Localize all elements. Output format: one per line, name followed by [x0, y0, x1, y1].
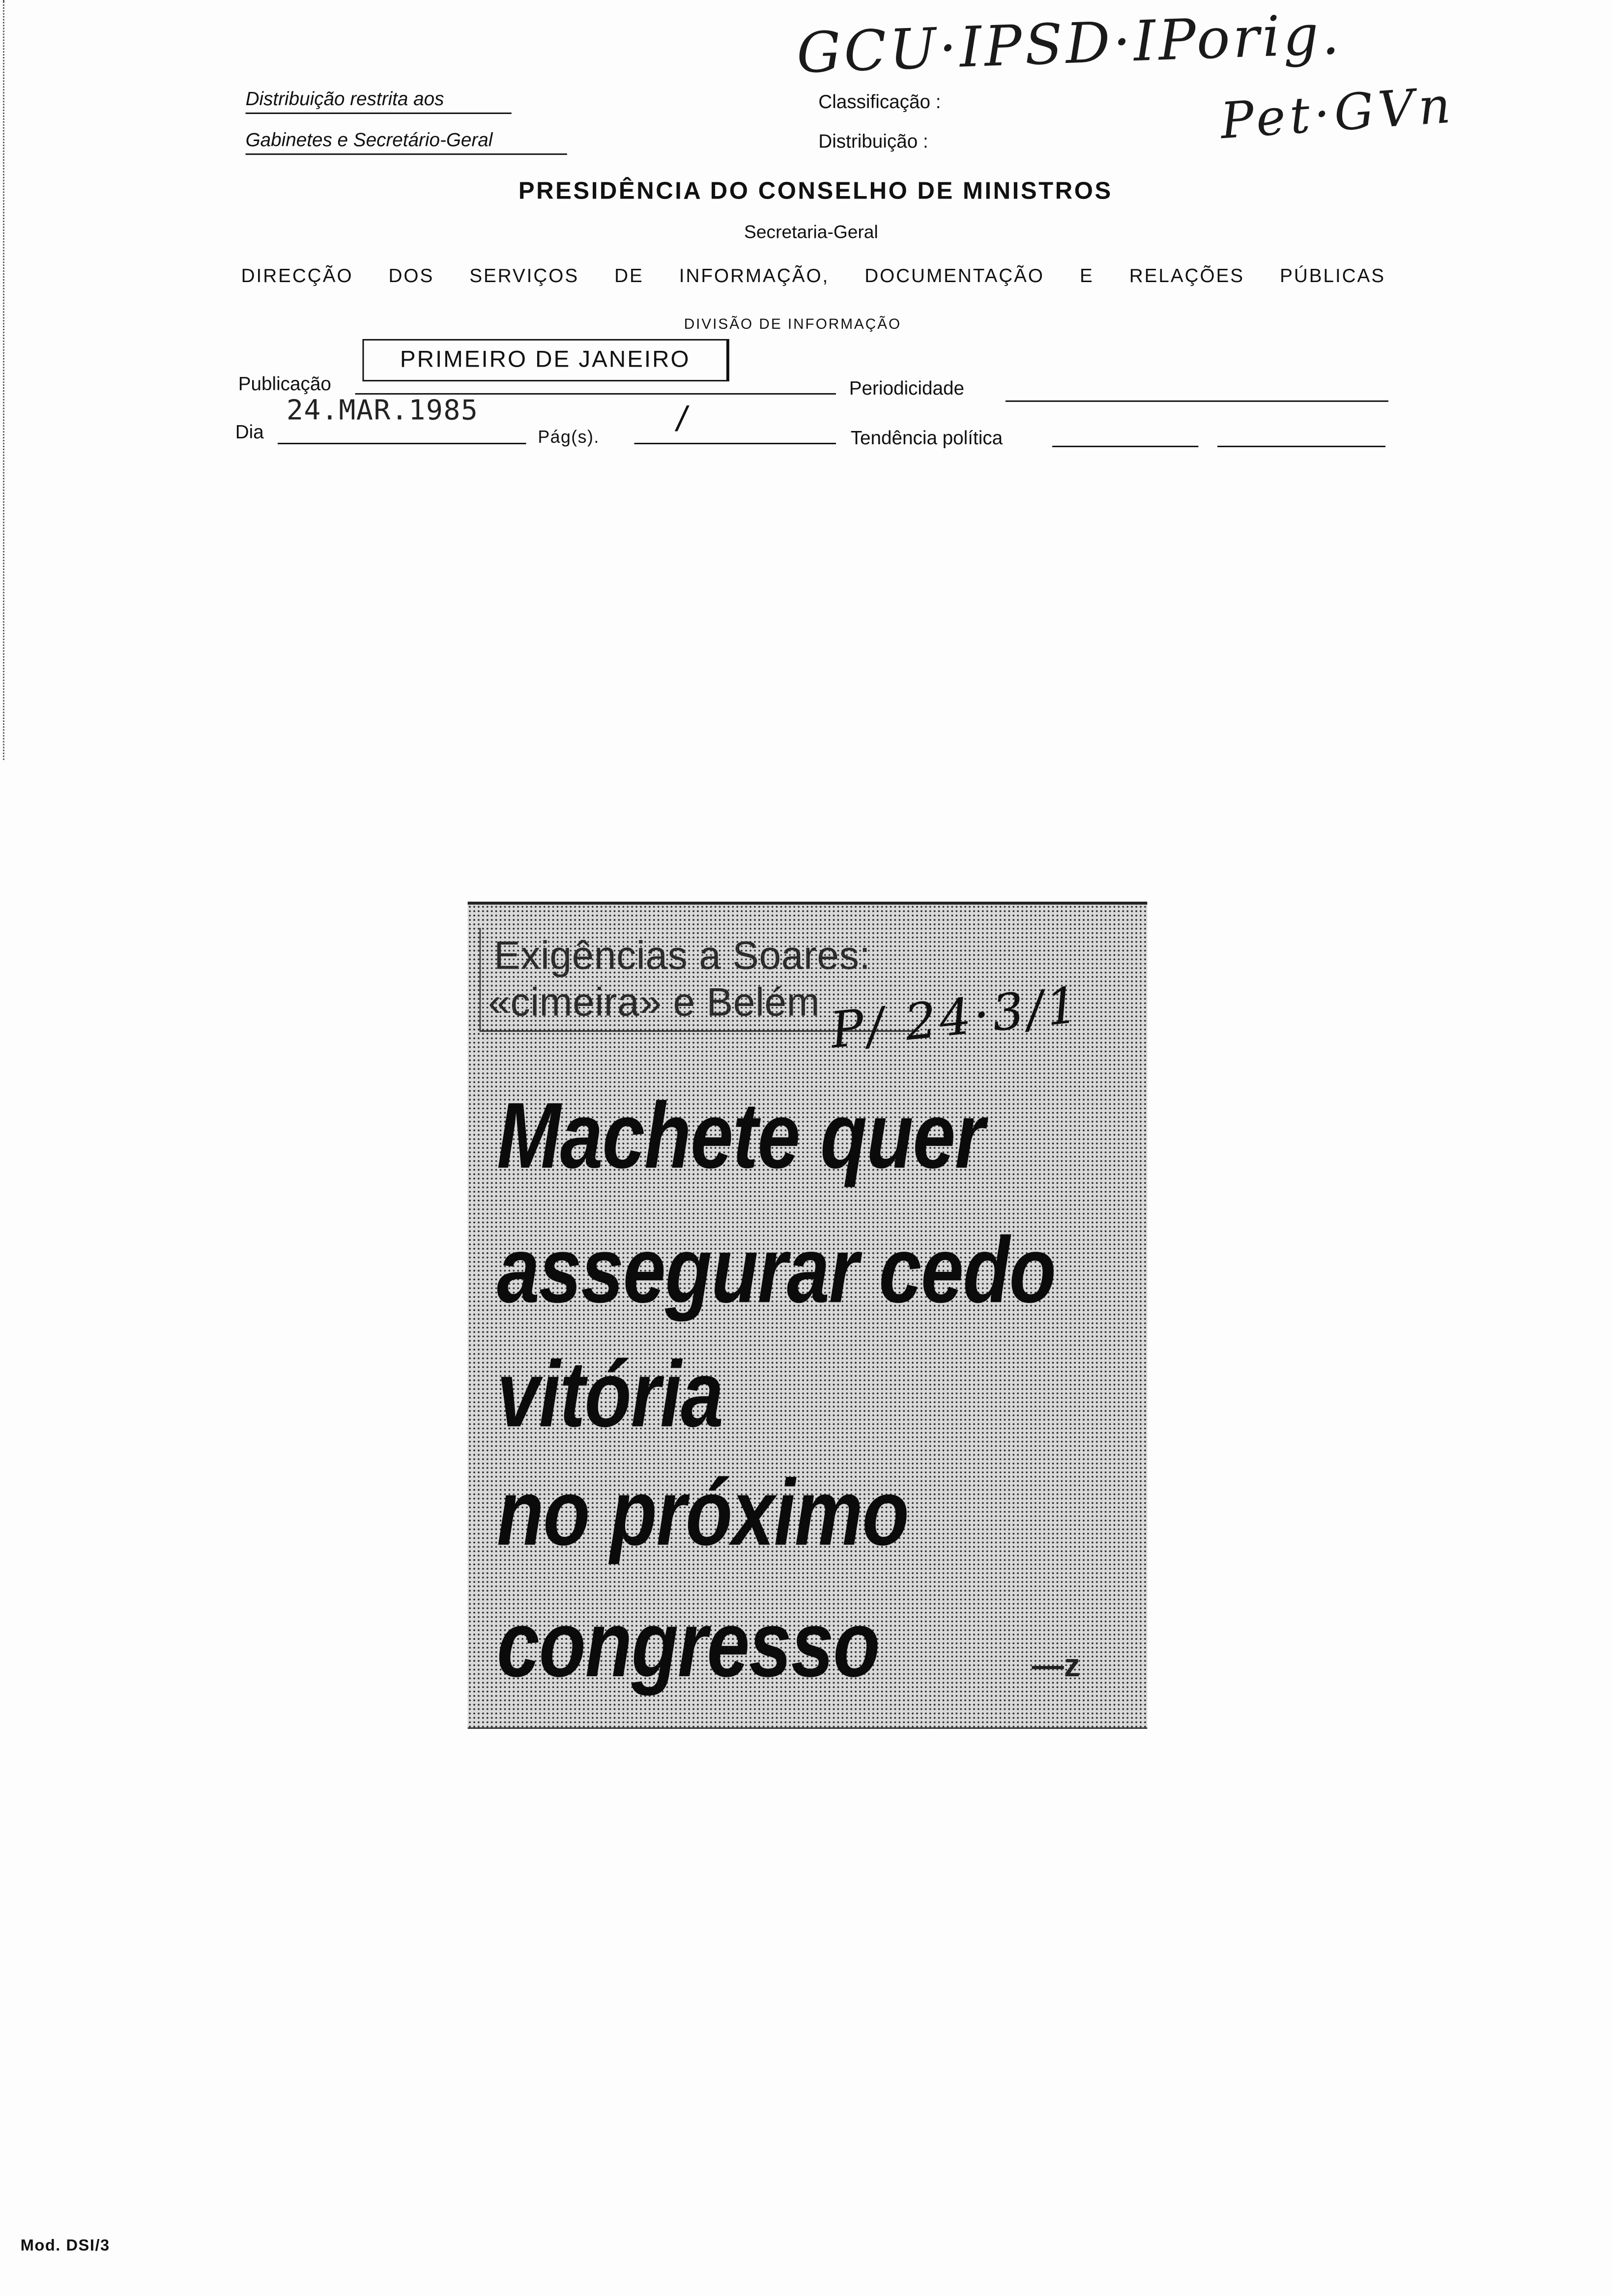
date-underline	[278, 443, 526, 444]
pages-label: Pág(s).	[538, 427, 600, 447]
restricted-distribution-line-1: Distribuição restrita aos	[246, 87, 512, 114]
headline-line-1: Machete quer	[497, 1083, 984, 1188]
classification-label: Classificação :	[818, 90, 941, 113]
division-heading: DIVISÃO DE INFORMAÇÃO	[684, 317, 902, 334]
newspaper-clipping	[468, 902, 1148, 1729]
handwritten-routing-note: GCU·IPSD·IPorig.	[795, 2, 1343, 86]
periodicity-label: Periodicidade	[849, 377, 964, 399]
headline-line-3: vitória	[497, 1341, 723, 1447]
handwritten-clipping-note: P/ 24·3/1	[828, 976, 1084, 1061]
political-tendency-underline-1	[1052, 446, 1198, 447]
date-stamp: 24.MAR.1985	[286, 394, 479, 427]
kicker-line-1: Exigências a Soares:	[494, 934, 871, 978]
distribution-label: Distribuição :	[818, 130, 928, 152]
pages-underline	[634, 443, 836, 444]
political-tendency-label: Tendência política	[850, 427, 1003, 449]
headline-line-2: assegurar cedo	[497, 1217, 1056, 1323]
publication-stamp: PRIMEIRO DE JANEIRO	[362, 339, 729, 381]
pages-value: /	[676, 400, 687, 440]
presidency-heading: PRESIDÊNCIA DO CONSELHO DE MINISTROS	[518, 178, 1113, 205]
scan-edge-marks	[3, 0, 4, 760]
headline-line-4: no próximo	[497, 1460, 909, 1565]
handwritten-routing-note-2: Pet·GVn	[1218, 76, 1457, 151]
form-code: Mod. DSI/3	[20, 2237, 110, 2255]
periodicity-underline	[1006, 401, 1388, 402]
secretariat-subheading: Secretaria-Geral	[744, 222, 878, 243]
kicker-line-2: «cimeira» e Belém	[488, 980, 820, 1025]
article-end-mark: —z	[1032, 1647, 1080, 1684]
headline-line-5: congresso	[497, 1591, 880, 1697]
directorate-heading: DIRECÇÃO DOS SERVIÇOS DE INFORMAÇÃO, DOCUMENTAÇÃO E RELAÇÕES PÚBLICAS	[241, 264, 1386, 287]
publication-label: Publicação	[238, 373, 331, 395]
date-label: Dia	[235, 421, 264, 443]
political-tendency-underline-2	[1217, 446, 1385, 447]
restricted-distribution-line-2: Gabinetes e Secretário-Geral	[246, 129, 567, 155]
